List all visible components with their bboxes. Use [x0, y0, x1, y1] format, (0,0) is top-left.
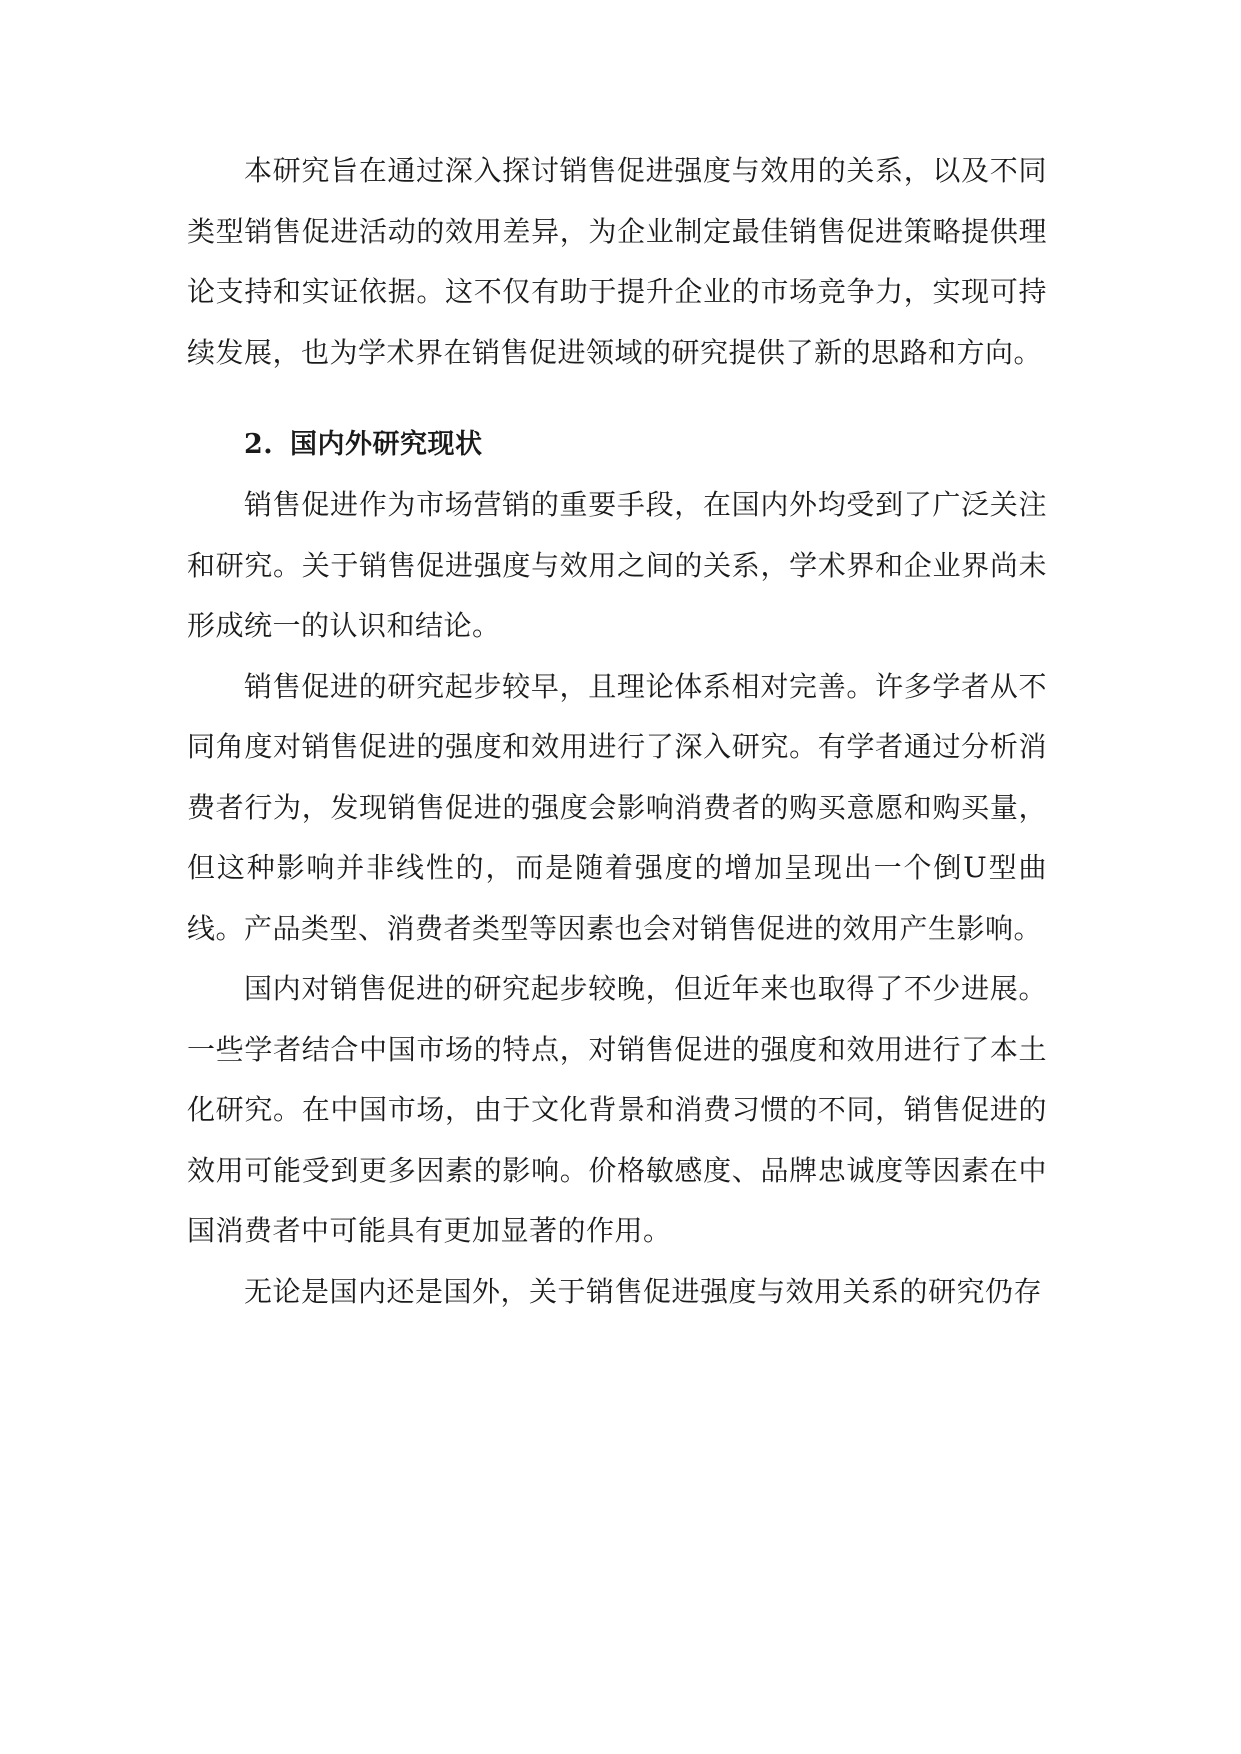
- body-paragraph-4: 无论是国内还是国外，关于销售促进强度与效用关系的研究仍存: [244, 1274, 1043, 1308]
- document-page: [187, 141, 1047, 1322]
- spacer: [187, 383, 1047, 415]
- section-number: 2.: [244, 429, 274, 460]
- section-heading: [187, 415, 1047, 475]
- intro-paragraph: 本研究旨在通过深入探讨销售促进强度与效用的关系，以及不同类型销售促进活动的效用差异，为企业制定最佳销售促进策略提供理论支持和实证依据。这不仅有助于提升企业的市场竞争力，实现可持续发展，也为学术界在销售促进领域的研究提供了新的思路和方向。: [187, 154, 1047, 369]
- body-paragraph-1: 销售促进作为市场营销的重要手段，在国内外均受到了广泛关注和研究。关于销售促进强度与效用之间的关系，学术界和企业界尚未形成统一的认识和结论。: [187, 488, 1047, 642]
- section-title: 国内外研究现状: [290, 429, 483, 460]
- body-paragraph-2: 销售促进的研究起步较早，且理论体系相对完善。许多学者从不同角度对销售促进的强度和效用进行了深入研究。有学者通过分析消费者行为，发现销售促进的强度会影响消费者的购买意愿和购买量，但这种影响并非线性的，而是随着强度的增加呈现出一个倒U型曲线。产品类型、消费者类型等因素也会对销售促进的效用产生影响。: [187, 669, 1047, 945]
- body-paragraph-3: 国内对销售促进的研究起步较晚，但近年来也取得了不少进展。一些学者结合中国市场的特点，对销售促进的强度和效用进行了本土化研究。在中国市场，由于文化背景和消费习惯的不同，销售促进的效用可能受到更多因素的影响。价格敏感度、品牌忠诚度等因素在中国消费者中可能具有更加显著的作用。: [187, 972, 1047, 1247]
